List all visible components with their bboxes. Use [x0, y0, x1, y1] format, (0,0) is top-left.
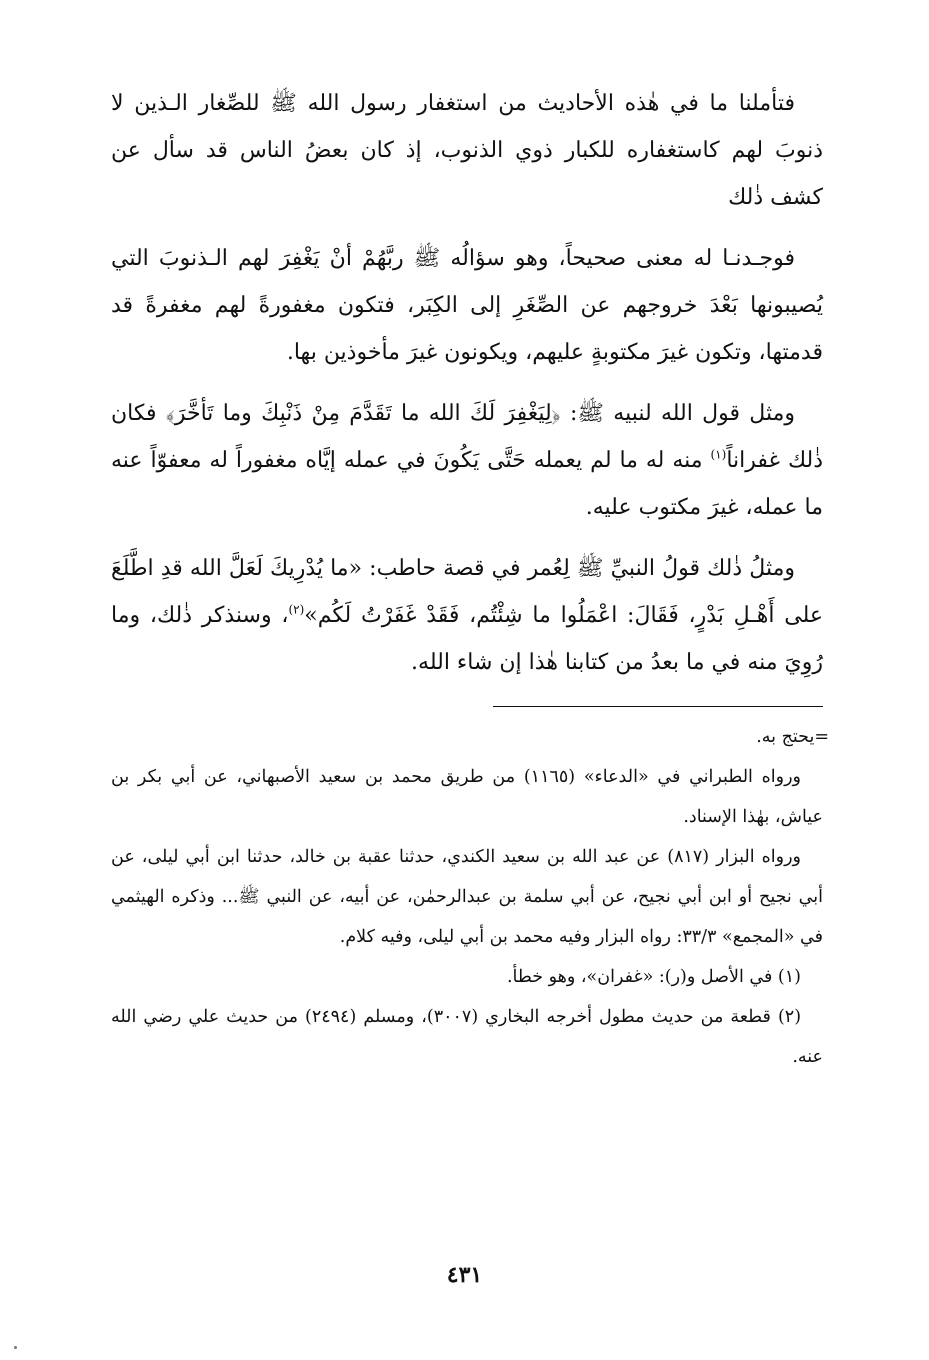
page-body: [111, 80, 829, 1077]
paragraph-3-tail: منه له ما لم يعمله حَتَّى يَكُونَ في عمله إيَّاه مغفوراً له معفوّاً عنه ما عمله، غيرَ مكتوب عليه.: [111, 448, 823, 520]
footnote-2: (٢) قطعة من حديث مطول أخرجه البخاري (٣٠٠٧)، ومسلم (٢٤٩٤) من حديث علي رضي الله عنه.: [111, 1007, 823, 1067]
footnote-paragraph-1: ورواه الطبراني في «الدعاء» (١١٦٥) من طريق محمد بن سعيد الأصبهاني، عن أبي بكر بن عياش، بهٰذا الإسناد.: [111, 767, 823, 827]
page-number: ٤٣١: [446, 1262, 483, 1288]
footnote-ref-2[interactable]: (٢): [288, 602, 305, 617]
footnote-paragraph-2: ورواه البزار (٨١٧) عن عبد الله بن سعيد الكندي، حدثنا عقبة بن خالد، حدثنا ابن أبي ليلى، عن أبي نجيح أو ابن أبي نجيح، عن أبي سلمة بن عبدالرحمٰن، عن أبيه، عن النبي ﷺ... وذكره الهيثمي في «المجمع» ٣٣/٣: رواه البزار وفيه محمد بن أبي ليلى، وفيه كلام.: [111, 847, 823, 947]
main-text: [111, 80, 823, 686]
footnote-continuation: =يحتج به.: [756, 727, 829, 747]
footnote-separator: [493, 706, 823, 707]
paragraph-4: [111, 545, 823, 686]
footnote-1: (١) في الأصل و(ر): «غفران»، وهو خطأ.: [506, 967, 801, 987]
paragraph-1: فتأملنا ما في هٰذه الأحاديث من استغفار رسول الله ﷺ للصِّغار الـذين لا ذنوبَ لهم كاستغفاره للكبار ذوي الذنوب، إذ كان بعضُ الناس قد سأل عن كشف ذٰلك: [111, 91, 823, 210]
scan-speck: [14, 1346, 17, 1349]
paragraph-3-head: ومثل قول الله لنبيه ﷺ: ﴿لِيَغْفِرَ لَكَ الله ما تَقَدَّمَ مِنْ ذَنْبِكَ وما تَأخَّرَ﴾ فكان ذٰلك غفراناً: [111, 401, 823, 473]
paragraph-4-head: ومثلُ ذٰلك قولُ النبيِّ ﷺ لِعُمر في قصة حاطب: «ما يُدْرِيكَ لَعَلَّ الله قدِ اطَّلَعَ على أَهْـلِ بَدْرٍ، فَقَالَ: اعْمَلُوا ما شِئْتُم، فَقَدْ غَفَرْتُ لَكُم»: [111, 556, 823, 628]
footnotes: [111, 717, 829, 1077]
footnote-ref-1[interactable]: (١): [710, 447, 727, 462]
paragraph-4-tail: ، وسنذكر ذٰلك، وما رُوِيَ منه في ما بعدُ من كتابنا هٰذا إن شاء الله.: [111, 603, 823, 675]
paragraph-2: فوجـدنـا له معنى صحيحاً، وهو سؤالُه ﷺ ربَّهُمْ أنْ يَغْفِرَ لهم الـذنوبَ التي يُصيبونها بَعْدَ خروجهم عن الصِّغَرِ إلى الكِبَر، فتكون مغفورةً لهم مغفرةً قد قدمتها، وتكون غيرَ مكتوبةٍ عليهم، ويكونون غيرَ مأخوذين بها.: [111, 246, 823, 365]
paragraph-3: [111, 390, 823, 531]
